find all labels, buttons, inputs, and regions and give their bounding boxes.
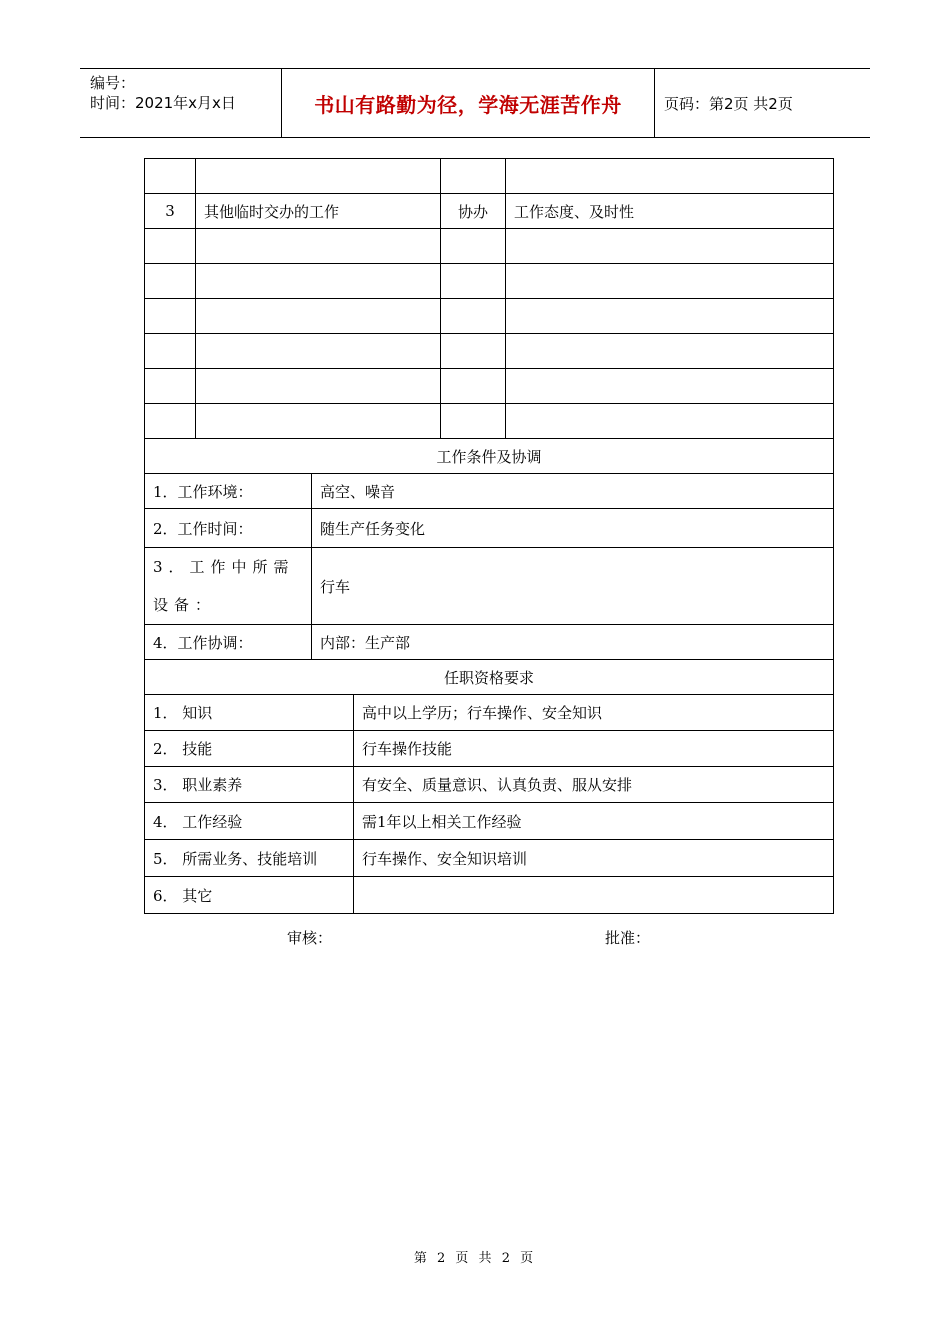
table-row <box>145 548 834 625</box>
duty-no <box>145 334 196 369</box>
duty-no <box>145 369 196 404</box>
header-meta <box>90 73 236 113</box>
duty-role: 协办 <box>441 194 506 229</box>
header-divider <box>654 69 655 137</box>
condition-value: 行车 <box>312 548 834 625</box>
duty-standard <box>506 229 834 264</box>
condition-value: 随生产任务变化 <box>312 509 834 548</box>
condition-value: 高空、噪音 <box>312 474 834 509</box>
duty-content: 其他临时交办的工作 <box>196 194 441 229</box>
duty-no <box>145 264 196 299</box>
duty-standard <box>506 369 834 404</box>
time-label: 时间：2021年x月x日 <box>90 94 236 112</box>
qualification-label: 3． 职业素养 <box>145 767 354 803</box>
duty-content <box>196 404 441 439</box>
duty-standard <box>506 299 834 334</box>
duty-content <box>196 264 441 299</box>
section-title-qualifications: 任职资格要求 <box>145 660 834 695</box>
number-label: 编号： <box>90 74 136 92</box>
duty-no <box>145 159 196 194</box>
duty-content <box>196 229 441 264</box>
qualification-label: 2． 技能 <box>145 731 354 767</box>
page-footer: 第 2 页 共 2 页 <box>413 1251 537 1266</box>
duty-standard <box>506 264 834 299</box>
table-row <box>145 299 834 334</box>
duty-role <box>441 229 506 264</box>
duty-role <box>441 264 506 299</box>
duty-standard <box>506 334 834 369</box>
qualification-value: 行车操作技能 <box>354 731 834 767</box>
condition-label: 2．工作时间： <box>145 509 312 548</box>
qualification-value: 需1年以上相关工作经验 <box>354 803 834 840</box>
table-row <box>145 439 834 474</box>
table-row <box>145 509 834 548</box>
page-header <box>80 68 870 138</box>
table-row <box>145 474 834 509</box>
duty-content <box>196 369 441 404</box>
duty-no <box>145 229 196 264</box>
table-row <box>145 404 834 439</box>
qualification-value: 有安全、质量意识、认真负责、服从安排 <box>354 767 834 803</box>
header-page-info: 页码：第2页 共2页 <box>664 94 793 113</box>
table-row <box>145 369 834 404</box>
table-row <box>145 194 834 229</box>
review-label: 审核： <box>287 929 333 947</box>
duty-content <box>196 159 441 194</box>
table-row <box>145 767 834 803</box>
table-row <box>145 803 834 840</box>
approve-label: 批准： <box>605 929 651 947</box>
duty-content <box>196 334 441 369</box>
header-motto: 书山有路勤为径，学海无涯苦作舟 <box>314 92 622 117</box>
table-row <box>145 695 834 731</box>
qualification-value: 行车操作、安全知识培训 <box>354 840 834 877</box>
qualification-value <box>354 877 834 914</box>
duty-no <box>145 404 196 439</box>
qualification-label: 1． 知识 <box>145 695 354 731</box>
duty-role <box>441 334 506 369</box>
table-row <box>145 159 834 194</box>
table-row <box>145 731 834 767</box>
table-row <box>145 660 834 695</box>
duty-standard: 工作态度、及时性 <box>506 194 834 229</box>
condition-label: 4．工作协调： <box>145 625 312 660</box>
qualification-label: 4． 工作经验 <box>145 803 354 840</box>
duty-no <box>145 299 196 334</box>
job-description-table <box>144 158 834 914</box>
duty-no: 3 <box>145 194 196 229</box>
qualification-value: 高中以上学历；行车操作、安全知识 <box>354 695 834 731</box>
duty-role <box>441 159 506 194</box>
section-title-conditions: 工作条件及协调 <box>145 439 834 474</box>
duty-role <box>441 299 506 334</box>
table-row <box>145 625 834 660</box>
table-row <box>145 334 834 369</box>
condition-label: 1．工作环境： <box>145 474 312 509</box>
table-row <box>145 264 834 299</box>
qualification-label: 6． 其它 <box>145 877 354 914</box>
condition-label: 3．工作中所需设备： <box>145 548 312 625</box>
duty-role <box>441 369 506 404</box>
duty-standard <box>506 404 834 439</box>
table-row <box>145 877 834 914</box>
table-row <box>145 840 834 877</box>
duty-role <box>441 404 506 439</box>
table-row <box>145 229 834 264</box>
duty-content <box>196 299 441 334</box>
qualification-label: 5． 所需业务、技能培训 <box>145 840 354 877</box>
duty-standard <box>506 159 834 194</box>
condition-value: 内部：生产部 <box>312 625 834 660</box>
